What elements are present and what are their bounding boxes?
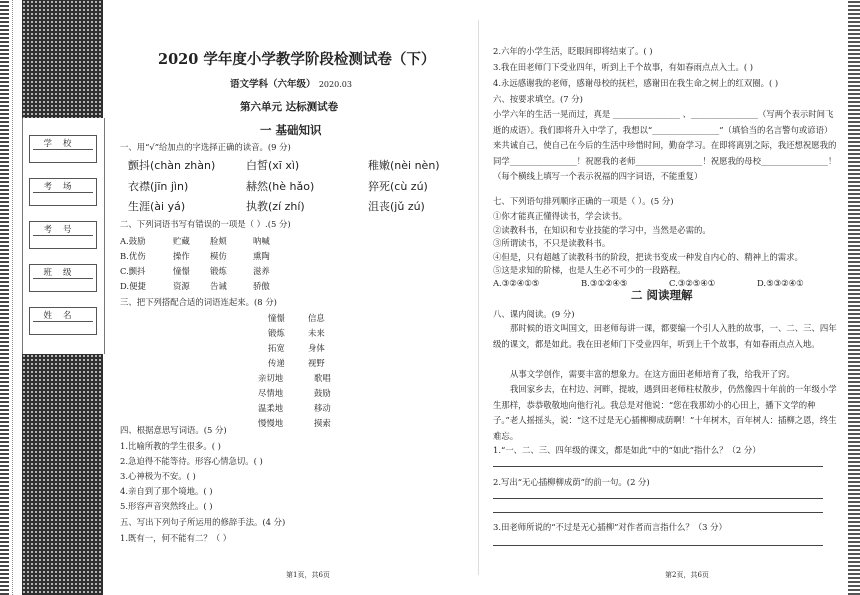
- reading-question-2: 2.写出“无心插柳柳成荫”的前一句。(2 分): [493, 477, 650, 487]
- option-word: 熏陶: [253, 251, 270, 261]
- question-2: 二、下列词语书写有错误的一项是（ ）.(5 分): [120, 219, 291, 229]
- option-word: 操作: [173, 251, 190, 261]
- seal-dotted-line: [12, 0, 13, 595]
- match-left: 慢慢地: [258, 418, 284, 428]
- match-right: 移动: [314, 403, 331, 413]
- question-5-item: 1.既有一，何不能有二？（ ）: [120, 533, 232, 543]
- match-right: 未来: [308, 328, 325, 338]
- match-right: 信息: [308, 313, 325, 323]
- answer-line[interactable]: [493, 512, 823, 513]
- match-right: 身体: [308, 343, 325, 353]
- option-word: 告诫: [210, 281, 227, 291]
- rhetoric-item: 3.我在田老师门下受业四年，听到上千个故事，有如春雨点点入土。( ): [493, 62, 754, 72]
- match-left: 传递: [268, 358, 285, 368]
- answer-line[interactable]: [493, 466, 823, 467]
- match-left: 拓宽: [268, 343, 285, 353]
- page-divider: [478, 20, 479, 575]
- definition-item: 1.比喻所教的学生很多。( ): [120, 441, 221, 451]
- option-word: 骄傲: [253, 281, 270, 291]
- answer-line[interactable]: [493, 545, 823, 546]
- passage-paragraph: 从事文学创作，需要丰富的想象力。在这方面田老师培育了我，给我开了窍。: [510, 369, 795, 379]
- answer-option: D.⑤③②④①: [757, 278, 804, 288]
- pinyin-item: 稚嫩(nèi nèn): [368, 159, 440, 172]
- answer-option: A.③②④①⑤: [493, 278, 540, 288]
- unit-title: 第六单元 达标测试卷: [240, 101, 339, 113]
- sentence-item: ①你才能真正懂得读书，学会读书。: [493, 211, 627, 221]
- rhetoric-item: 2.六年的小学生活，眨眼间即将结束了。( ): [493, 46, 653, 56]
- question-3: 三、把下列搭配合适的词语连起来。(8 分): [120, 297, 277, 307]
- option-word: 锻炼: [210, 266, 227, 276]
- field-school[interactable]: 学校: [29, 135, 97, 163]
- rhetoric-item: 4.永远感谢我的老师，感谢母校的抚栏，感谢田在我生命之树上的红双圈。( ): [493, 78, 779, 88]
- sentence-item: ④但是，只有超越了读教科书的阶段，把读书变成一种发自内心的、精神上的需求。: [493, 251, 803, 262]
- field-name[interactable]: 姓名: [29, 307, 97, 335]
- left-border-stripe: [0, 0, 9, 595]
- question-5: 五、写出下列句子所运用的修辞手法。(4 分): [120, 517, 286, 527]
- answer-option: C.③②⑤④①: [669, 278, 716, 288]
- reading-question-1: 1.“一、二、三、四年级的课文，都是如此”中的“如此”指什么？（2 分）: [493, 445, 761, 455]
- match-left: 亲切地: [258, 373, 284, 383]
- option-word: 脸颊: [210, 236, 227, 246]
- sentence-item: ③所谓读书，不只是读教科书。: [493, 238, 611, 248]
- option-word: B.优伤: [120, 251, 146, 261]
- option-word: 滋养: [253, 266, 270, 276]
- sentence-item: ⑤这是求知的阶梯，也是人生必不可少的一段路程。: [493, 265, 686, 275]
- field-exam-number[interactable]: 考号: [29, 221, 97, 249]
- question-6: 六、按要求填空。(7 分): [493, 94, 583, 104]
- pinyin-item: 生涯(ài yá): [128, 200, 186, 213]
- option-word: 呐喊: [253, 236, 270, 246]
- option-word: C.颤抖: [120, 266, 146, 276]
- section-reading: 二 阅读理解: [631, 288, 693, 302]
- question-4: 四、根据意思写词语。(5 分): [120, 425, 227, 435]
- page-number-right: 第2页，共6页: [665, 571, 709, 579]
- section-basic-knowledge: 一 基础知识: [260, 123, 322, 137]
- option-word: 贮藏: [173, 236, 190, 246]
- answer-line[interactable]: [493, 498, 823, 499]
- option-word: 憧憬: [173, 266, 190, 276]
- definition-item: 4.亲自到了那个境地。( ): [120, 486, 213, 496]
- option-word: A.鼓励: [120, 236, 146, 246]
- sidebar-pattern-bottom: [22, 354, 103, 595]
- option-word: D.便捷: [120, 281, 146, 291]
- subject-label: 语文学科（六年级） 2020.03: [230, 79, 352, 90]
- passage-paragraph: 那时候的语文叫国文，田老师每讲一课，都要编一个引人入胜的故事，一、二、三、四年级的课文，都是如此。我在田老师门下受业四年，听到上千个故事，有如春雨点点入地。: [493, 323, 837, 349]
- pinyin-item: 赫然(hè hǎo): [246, 180, 315, 193]
- sentence-item: ②读教科书，在知识和专业技能的学习中，当然是必需的。: [493, 224, 711, 235]
- answer-option: B.③①②④⑤: [581, 278, 628, 288]
- question-1: 一、用“√”给加点的字选择正确的读音。(9 分): [120, 142, 291, 152]
- page-number-left: 第1页，共6页: [286, 571, 330, 579]
- match-right: 视野: [308, 358, 325, 368]
- field-class[interactable]: 班级: [29, 264, 97, 292]
- question-6-text: 小学六年的生活一晃而过，真是 ________________ 、________________（写两个表示时间飞逝的成语）。我们即将升入中学了，我想以“________________”（填恰当的名言警句或谚语）来共诚自己，使自己在今后的生活中珍惜时间，勤奋学习。在即将离别之际，我还想祝愿我的同学________________！祝愿我的老师________________！祝愿我的母校________________！（每个横线上填写一个表示祝福的四字词语，不能重复）: [493, 109, 837, 181]
- passage-paragraph: 我回家乡去，在村边、河畔，提坡，遇到田老师柱杖散步，仍然像四十年前的一年级小学生那样，恭恭敬敬地向他行礼。我总是对他说：“您在我那幼小的心田上，播下文学的种子。”老人摇摇头，说：“这不过是无心插柳柳成荫啊！”十年树木，百年树人：插柳之恩，终生难忘。: [493, 384, 837, 441]
- match-left: 憧憬: [268, 313, 285, 323]
- sidebar-fields: [22, 118, 105, 354]
- pinyin-item: 颤抖(chàn zhàn): [128, 159, 216, 172]
- exam-title: 2020 学年度小学教学阶段检测试卷（下）: [158, 51, 436, 68]
- pinyin-item: 执教(zí zhí): [246, 200, 305, 213]
- match-right: 歌唱: [314, 373, 331, 383]
- pinyin-item: 沮丧(jǔ zú): [368, 200, 425, 213]
- pinyin-item: 衣襟(jīn jìn): [128, 180, 189, 193]
- sidebar-pattern-top: [22, 0, 103, 118]
- match-right: 鼓励: [314, 388, 331, 398]
- reading-question-3: 3.田老师所说的“不过是无心插柳”对作者而言指什么？（3 分）: [493, 522, 727, 532]
- question-7: 七、下列语句排列顺序正确的一项是（ ）。(5 分): [493, 196, 674, 206]
- right-border-stripe: [848, 0, 860, 595]
- info-sidebar: [22, 0, 103, 595]
- pinyin-item: 白皙(xī xì): [246, 159, 300, 172]
- question-8: 八、课内阅读。(9 分): [493, 309, 575, 319]
- match-left: 尽情地: [258, 388, 284, 398]
- match-left: 温柔地: [258, 403, 284, 413]
- definition-item: 5.形容声音突然终止。( ): [120, 501, 213, 511]
- pinyin-item: 猝死(cù zú): [368, 180, 428, 193]
- match-left: 锻炼: [268, 328, 285, 338]
- field-exam-room[interactable]: 考场: [29, 178, 97, 206]
- option-word: 资源: [173, 281, 190, 291]
- definition-item: 3.心神极为不安。( ): [120, 471, 196, 481]
- definition-item: 2.急迫得不能等待。形容心情急切。( ): [120, 456, 263, 466]
- option-word: 模仿: [210, 251, 227, 261]
- match-right: 摸索: [314, 418, 331, 428]
